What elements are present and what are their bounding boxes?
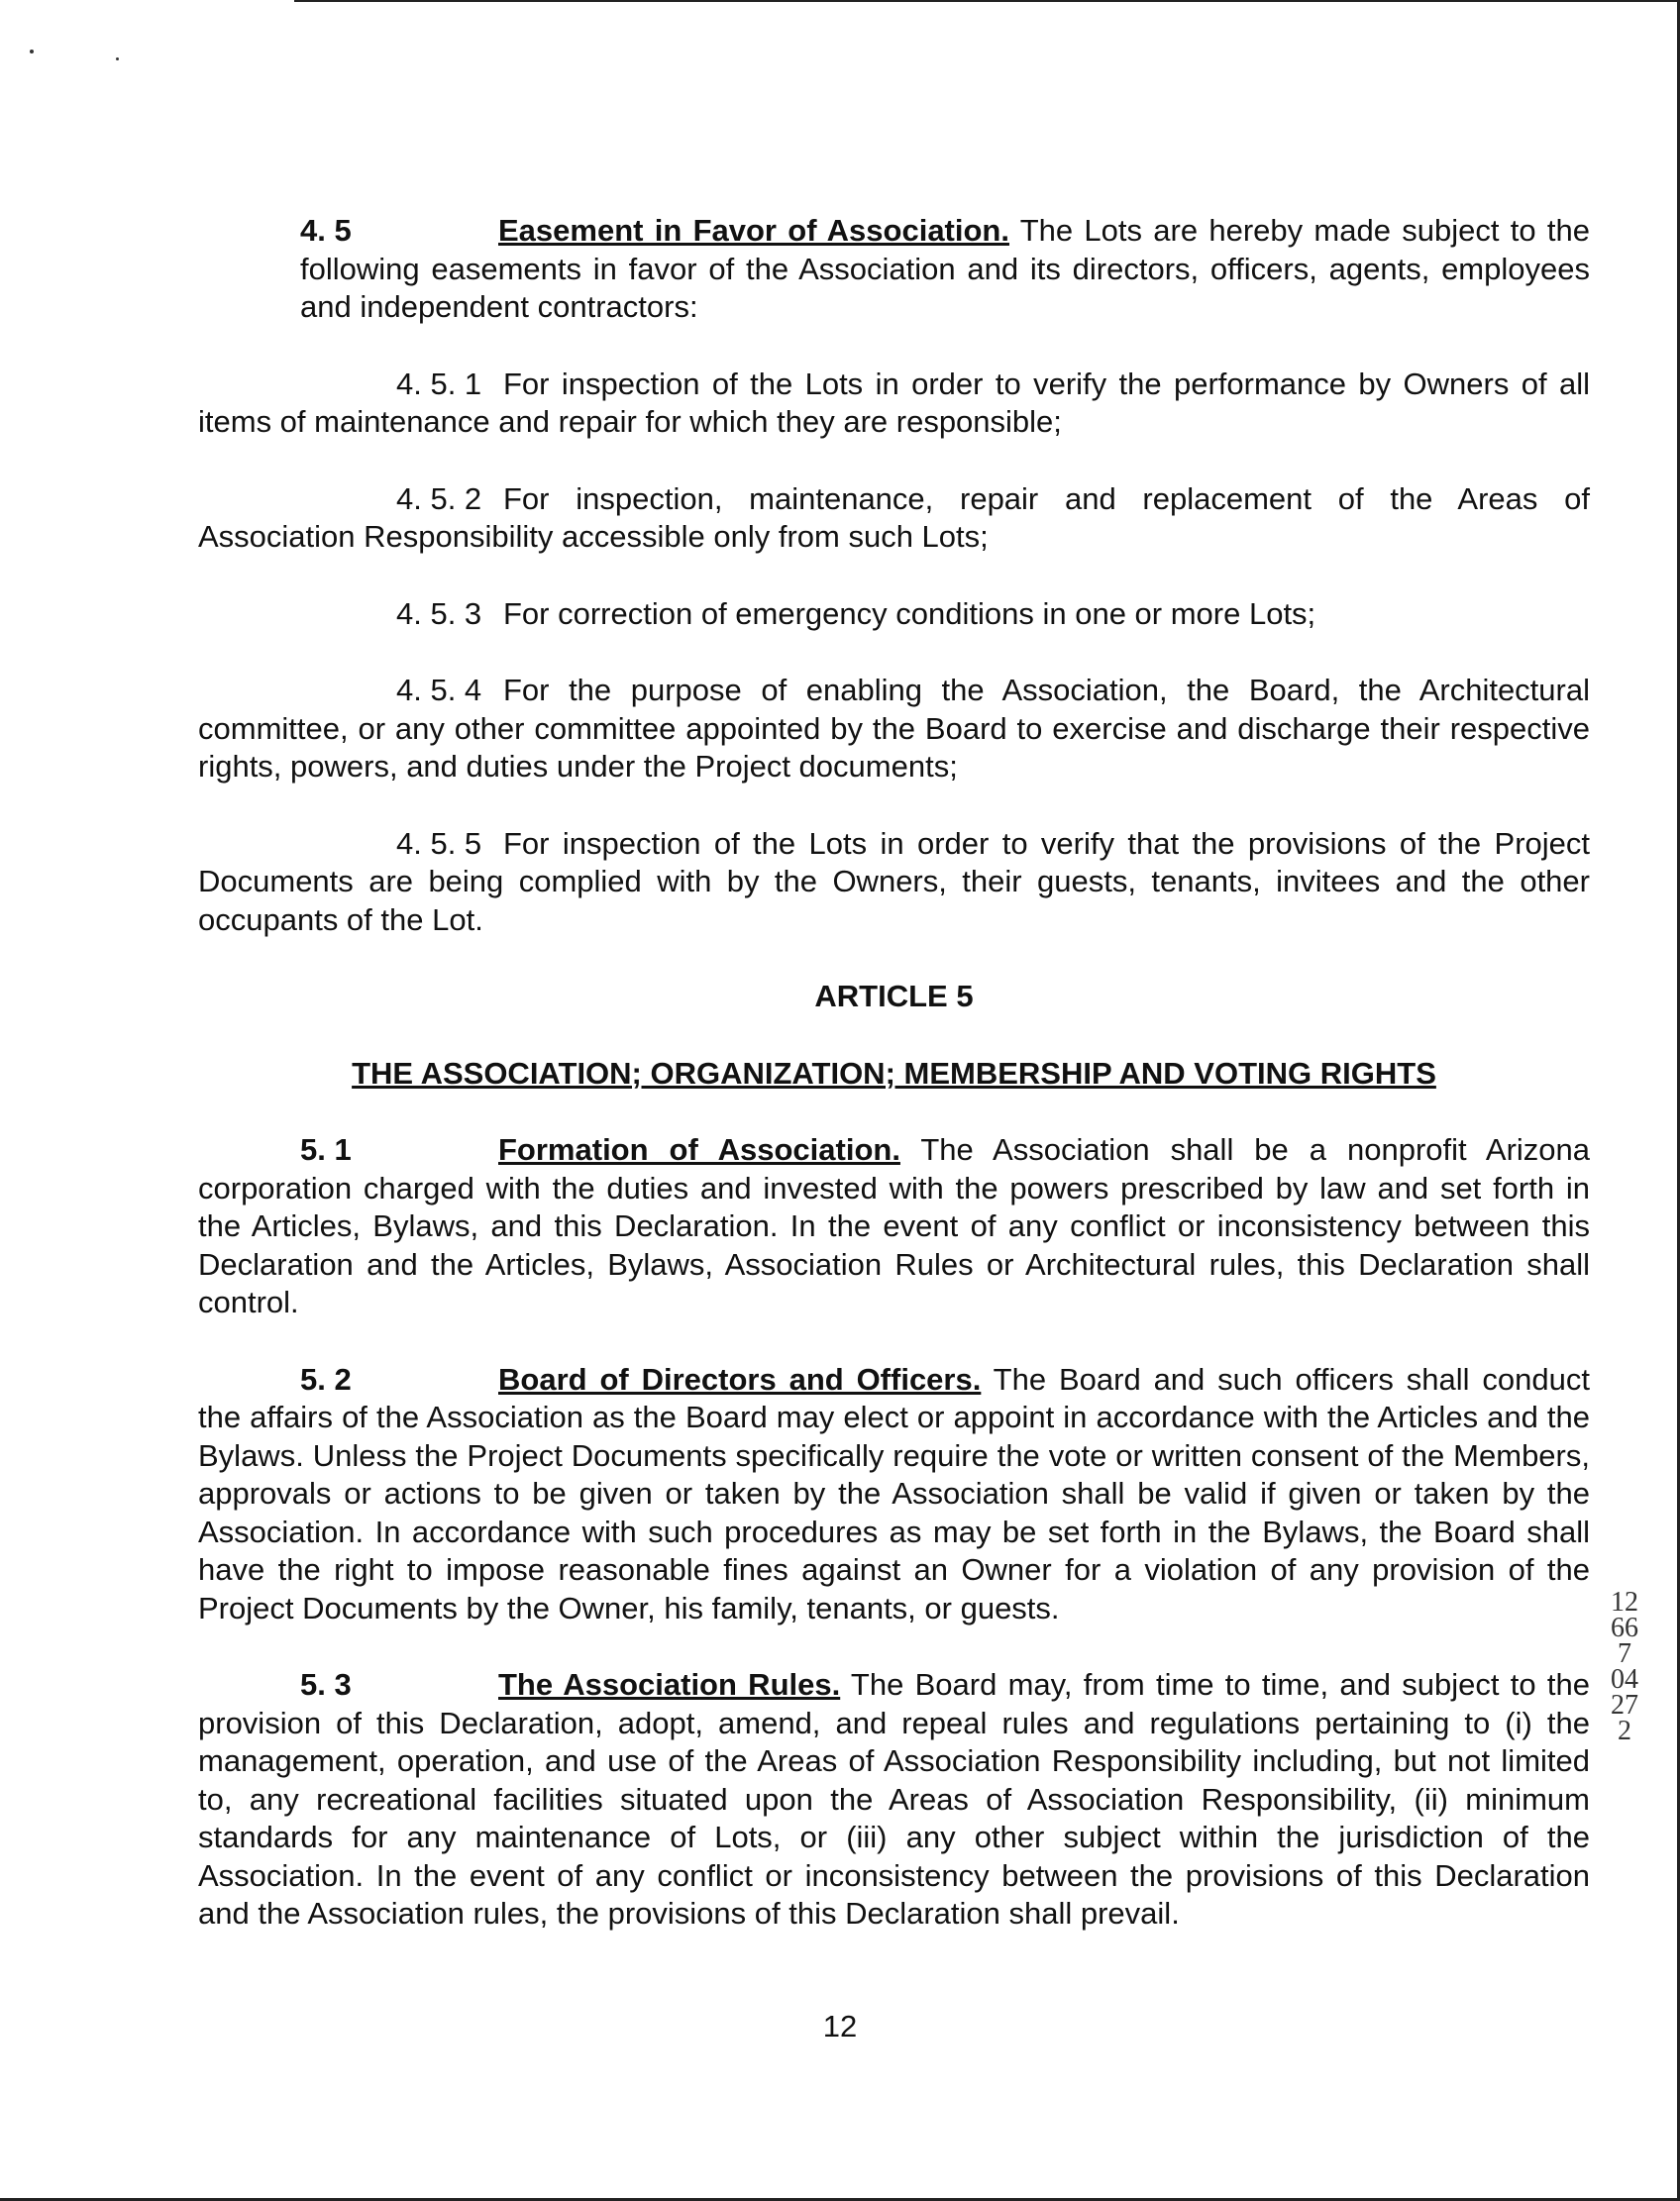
recording-stamp: 12667 04272: [1611, 1587, 1638, 1746]
subsection-number: 4. 5. 1: [396, 366, 482, 401]
scan-speck: [30, 50, 34, 53]
section-text: The Lots are hereby made subject to the following easements in favor of the Association and its directors, officers, agents, employees and independent contractors:: [300, 213, 1590, 324]
subsection-text: For inspection, maintenance, repair and replacement of the Areas of Association Responsibility accessible only from such Lots;: [198, 480, 1590, 554]
section-text: The Association shall be a nonprofit Arizona corporation charged with the duties and invested with the powers prescribed by law and set forth in the Articles, Bylaws, and this Declaration. In the event of any conflict or inconsistency between this Declaration and the Articles, Bylaws, Association Rules or Architectural rules, this Declaration shall control.: [198, 1132, 1591, 1319]
section-5-3: [198, 1666, 1590, 1934]
subsection-number: 4. 5. 4: [396, 673, 482, 707]
section-number: 5. 1: [300, 1132, 352, 1167]
document-body: [198, 212, 1590, 1934]
section-5-1: [198, 1131, 1590, 1322]
section-number: 5. 2: [300, 1361, 352, 1397]
scan-speck: [116, 57, 119, 60]
section-4-5: [198, 212, 1590, 327]
section-heading: Formation of Association.: [498, 1132, 900, 1167]
section-4-5-1: [198, 366, 1590, 442]
section-number: 5. 3: [300, 1667, 352, 1702]
section-4-5-5: [198, 825, 1590, 940]
section-heading: The Association Rules.: [498, 1667, 841, 1702]
section-5-2: [198, 1361, 1590, 1628]
section-4-5-2: [198, 480, 1590, 557]
page-number: 12: [822, 2009, 858, 2044]
section-4-5-4: [198, 672, 1590, 786]
subsection-text: For correction of emergency conditions in one or more Lots;: [503, 595, 1316, 631]
article-subtitle: THE ASSOCIATION; ORGANIZATION; MEMBERSHIP AND VOTING RIGHTS: [352, 1055, 1436, 1091]
subsection-number: 4. 5. 3: [396, 595, 482, 631]
subsection-text: For the purpose of enabling the Association, the Board, the Architectural committee, or any other committee appointed by the Board to exercise and discharge their respective rights, powers, and duties under the Project documents;: [198, 673, 1590, 784]
scan-border-top: [294, 0, 1680, 2]
section-number: 4. 5: [300, 213, 352, 248]
section-text: The Board and such officers shall conduct the affairs of the Association as the Board may elect or appoint in accordance with the Articles and the Bylaws. Unless the Project Documents specifically require the vote or written consent of the Members, approvals or actions to be given or taken by the Association shall be valid if given or taken by the Association. In accordance with such procedures as may be set forth in the Bylaws, the Board shall have the right to impose reasonable fines against an Owner for a violation of any provision of the Project Documents by the Owner, his family, tenants, or guests.: [198, 1361, 1590, 1625]
section-heading: Easement in Favor of Association.: [498, 213, 1009, 248]
section-heading: Board of Directors and Officers.: [498, 1361, 982, 1397]
subsection-number: 4. 5. 5: [396, 825, 482, 861]
article-title: ARTICLE 5: [814, 979, 974, 1013]
subsection-number: 4. 5. 2: [396, 480, 482, 516]
subsection-text: For inspection of the Lots in order to verify that the provisions of the Project Documents are being complied with by the Owners, their guests, tenants, invitees and the other occupants of the Lot.: [198, 825, 1590, 937]
section-text: The Board may, from time to time, and subject to the provision of this Declaration, adopt, amend, and repeal rules and regulations pertaining to (i) the management, operation, and use of the Areas of Association Responsibility including, but not limited to, any recreational facilities situated upon the Areas of Association Responsibility, (ii) minimum standards for any maintenance of Lots, or (iii) any other subject within the jurisdiction of the Association. In the event of any conflict or inconsistency between the provisions of this Declaration and the Association rules, the provisions of this Declaration shall prevail.: [198, 1667, 1590, 1931]
section-4-5-3: [198, 595, 1590, 634]
subsection-text: For inspection of the Lots in order to verify the performance by Owners of all items of maintenance and repair for which they are responsible;: [198, 366, 1590, 439]
